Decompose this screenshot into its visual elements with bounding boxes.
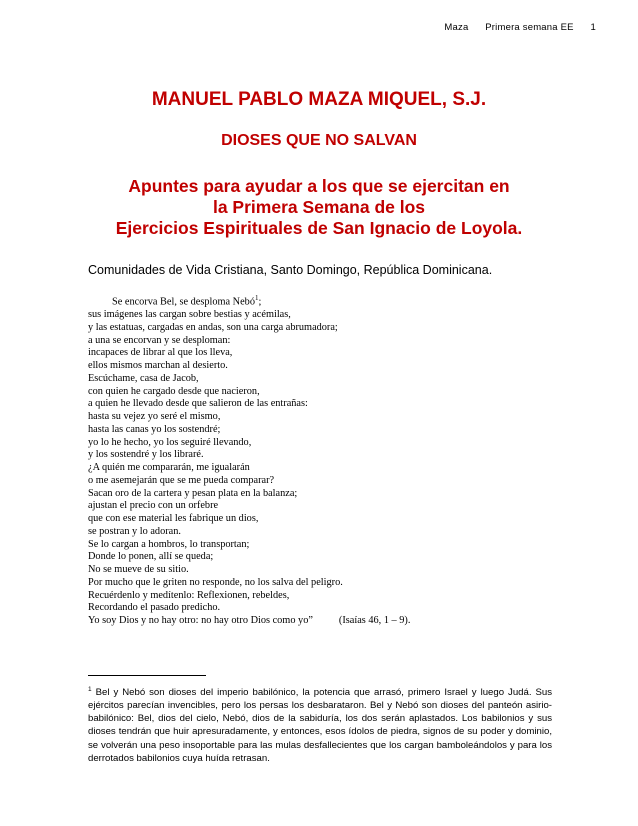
poem-line: yo lo he hecho, yo los seguiré llevando, — [88, 436, 252, 448]
poem-line: hasta las canas yo los sostendré; — [88, 423, 221, 435]
poem-line: ¿A quién me compararán, me igualarán — [88, 462, 250, 474]
poem-line: y las estatuas, cargadas en andas, son una carga abrumadora; — [88, 321, 338, 333]
poem-line: Recuérdenlo y medítenlo: Reflexionen, rebeldes, — [88, 589, 290, 601]
work-title: DIOSES QUE NO SALVAN — [221, 132, 417, 149]
subtitle — [0, 176, 638, 239]
poem-line: a quien he llevado desde que salieron de las entrañas: — [88, 398, 308, 410]
poem-line: hasta su vejez yo seré el mismo, — [88, 411, 221, 423]
poem-last-line — [88, 615, 410, 628]
scripture-citation: (Isaías 46, 1 – 9). — [338, 615, 411, 627]
poem-line: que con ese material les fabrique un dios, — [88, 513, 259, 525]
footnote-marker: 1 — [88, 686, 92, 693]
poem-line: ellos mismos marchan al desierto. — [88, 360, 228, 372]
header-section: Primera semana EE — [485, 22, 574, 33]
poem-line: Escúchame, casa de Jacob, — [88, 372, 199, 384]
subtitle-line: la Primera Semana de los — [212, 197, 426, 217]
poem-line: con quien he cargado desde que nacieron, — [88, 385, 260, 397]
header-author: Maza — [444, 22, 469, 33]
footnote-reference[interactable]: 1 — [254, 294, 259, 302]
poem-first-line — [88, 292, 410, 309]
poem-block — [88, 292, 410, 628]
author-title: MANUEL PABLO MAZA MIQUEL, S.J. — [151, 89, 487, 110]
poem-line: se postran y lo adoran. — [88, 525, 181, 537]
poem-line: a una se encorvan y se desploman: — [88, 334, 231, 346]
poem-line: Donde lo ponen, allí se queda; — [88, 551, 214, 563]
poem-line: y los sostendré y los libraré. — [88, 449, 204, 461]
poem-line: incapaces de librar al que los lleva, — [88, 347, 233, 359]
footnote-separator — [88, 675, 206, 676]
poem-line: sus imágenes las cargan sobre bestias y acémilas, — [88, 309, 291, 321]
poem-line: Sacan oro de la cartera y pesan plata en la balanza; — [88, 487, 298, 499]
community-line: Comunidades de Vida Cristiana, Santo Domingo, República Dominicana. — [88, 263, 493, 277]
poem-line: Recordando el pasado predicho. — [88, 602, 221, 614]
poem-first-end: ; — [258, 296, 262, 308]
poem-first-text: Se encorva Bel, se desploma Nebó — [112, 296, 255, 308]
subtitle-line: Apuntes para ayudar a los que se ejercitan en — [128, 176, 510, 196]
page-number: 1 — [590, 22, 596, 33]
poem-line: Por mucho que le griten no responde, no los salva del peligro. — [88, 576, 343, 588]
poem-line: ajustan el precio con un orfebre — [88, 500, 219, 512]
subtitle-line: Ejercicios Espirituales de San Ignacio de Loyola. — [115, 218, 523, 238]
footnote-text: Bel y Nebó son dioses del imperio babilónico, la potencia que arrasó, primero Israel y luego Judá. Sus ejércitos parecían invencibles, pero los persas los desbarataron. Bel y Nebó son dioses del panteón asirio-babilónico: Bel, dios del cielo, Nebó, dios de la sabiduría, los dos serán aplastados. Los babilonios y sus dioses tendrán que huir apresuradamente, y entonces, esos ídolos de piedra, signos de su poder y dominio, se volverán una peso insoportable para las mulas desfallecientes que los cargan bamboleándolos y para los derrotados babilonios cuya huída retrasan. — [88, 687, 552, 764]
footnote — [88, 683, 552, 765]
poem-line: No se mueve de su sitio. — [88, 564, 189, 576]
poem-line: Se lo cargan a hombros, lo transportan; — [88, 538, 250, 550]
page-header — [430, 22, 596, 33]
poem-line: o me asemejarán que se me pueda comparar? — [88, 474, 275, 486]
poem-last-text: Yo soy Dios y no hay otro: no hay otro Dios como yo” — [88, 615, 313, 627]
